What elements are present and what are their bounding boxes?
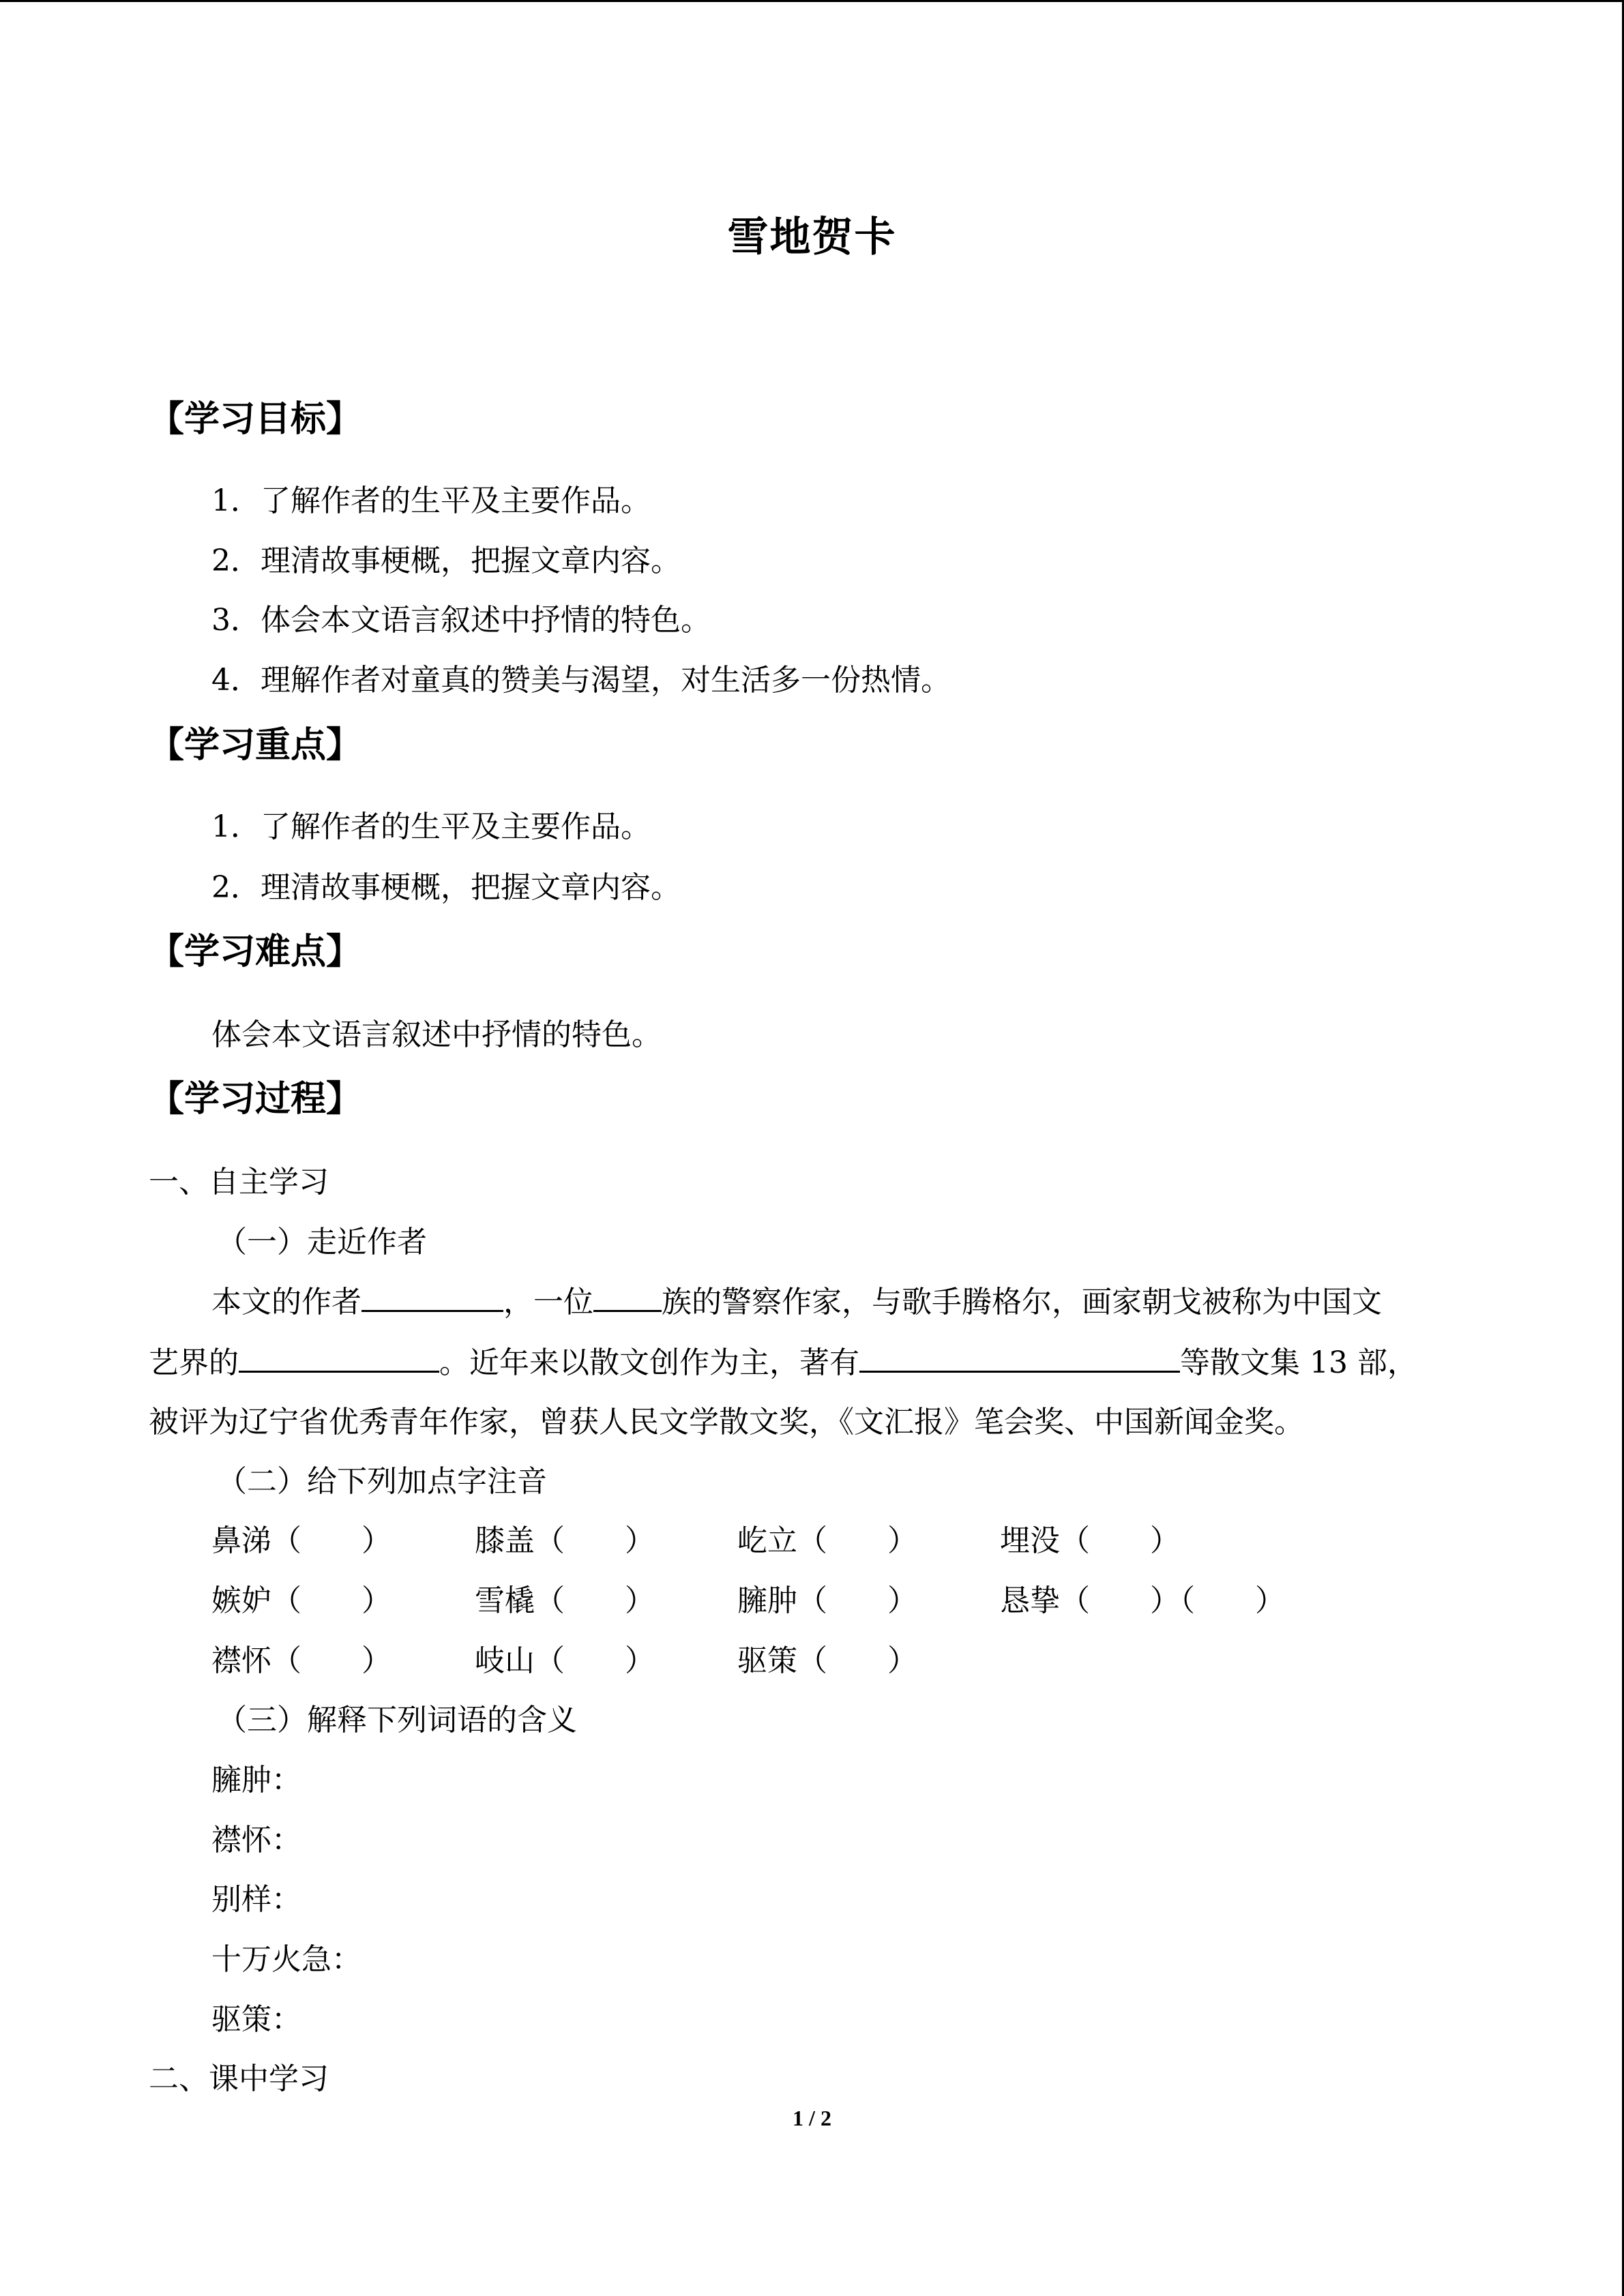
term-item: 十万火急： — [211, 1942, 361, 1977]
part2-title: 二、课中学习 — [149, 2061, 329, 2096]
pinyin-item[interactable]: 嫉妒（ ） — [211, 1583, 392, 1618]
objective-item: 4．理解作者对童真的赞美与渴望，对生活多一份热情。 — [211, 663, 951, 698]
title-blank[interactable] — [239, 1342, 439, 1373]
author-paragraph-line1 — [211, 1277, 1382, 1321]
works-blank[interactable] — [859, 1342, 1180, 1373]
part1-title: 一、自主学习 — [149, 1165, 329, 1199]
sub2-title: （二）给下列加点字注音 — [217, 1464, 547, 1499]
pinyin-item[interactable]: 膝盖（ ） — [475, 1523, 655, 1558]
pinyin-item[interactable]: 屹立（ ） — [737, 1523, 917, 1558]
pinyin-item[interactable]: 臃肿（ ） — [737, 1583, 917, 1618]
text-fragment: 本文的作者 — [211, 1285, 361, 1320]
sub3-title: （三）解释下列词语的含义 — [217, 1703, 577, 1738]
pinyin-item[interactable]: 岐山（ ） — [475, 1643, 655, 1678]
text-fragment: 等散文集 13 部， — [1180, 1345, 1417, 1380]
ethnicity-blank[interactable] — [593, 1281, 662, 1312]
pinyin-item[interactable]: 雪橇（ ） — [475, 1583, 655, 1618]
objective-item: 2．理清故事梗概，把握文章内容。 — [211, 543, 681, 578]
difficulty-text: 体会本文语言叙述中抒情的特色。 — [211, 1017, 662, 1052]
text-fragment: 。近年来以散文创作为主，著有 — [439, 1345, 859, 1380]
key-points-heading: 【学习重点】 — [149, 725, 362, 766]
page-border-top — [0, 0, 1624, 2]
term-item: 臃肿： — [211, 1763, 301, 1798]
author-name-blank[interactable] — [361, 1281, 503, 1312]
objective-item: 1．了解作者的生平及主要作品。 — [211, 483, 651, 518]
pinyin-item[interactable]: 恳挚（ ）（ ） — [1000, 1583, 1285, 1618]
key-point-item: 1．了解作者的生平及主要作品。 — [211, 809, 651, 844]
term-item: 襟怀： — [211, 1823, 301, 1858]
pinyin-item[interactable]: 驱策（ ） — [737, 1643, 917, 1678]
sub1-title: （一）走近作者 — [217, 1225, 427, 1259]
text-fragment: ，一位 — [503, 1285, 593, 1320]
term-item: 驱策： — [211, 2002, 301, 2037]
difficulties-heading: 【学习难点】 — [149, 931, 362, 972]
pinyin-item[interactable]: 埋没（ ） — [1000, 1523, 1180, 1558]
author-paragraph-line3: 被评为辽宁省优秀青年作家，曾获人民文学散文奖，《文汇报》笔会奖、中国新闻金奖。 — [149, 1405, 1304, 1440]
objective-item: 3．体会本文语言叙述中抒情的特色。 — [211, 603, 711, 638]
page-number: 1 / 2 — [793, 2106, 831, 2130]
key-point-item: 2．理清故事梗概，把握文章内容。 — [211, 870, 681, 905]
document-title: 雪地贺卡 — [727, 213, 897, 261]
author-paragraph-line2 — [149, 1338, 1417, 1382]
text-fragment: 族的警察作家，与歌手腾格尔，画家朝戈被称为中国文 — [662, 1285, 1382, 1320]
objectives-heading: 【学习目标】 — [149, 399, 362, 440]
process-heading: 【学习过程】 — [149, 1079, 362, 1120]
pinyin-item[interactable]: 鼻涕（ ） — [211, 1523, 392, 1558]
text-fragment: 艺界的 — [149, 1345, 239, 1380]
term-item: 别样： — [211, 1882, 301, 1917]
pinyin-item[interactable]: 襟怀（ ） — [211, 1643, 392, 1678]
